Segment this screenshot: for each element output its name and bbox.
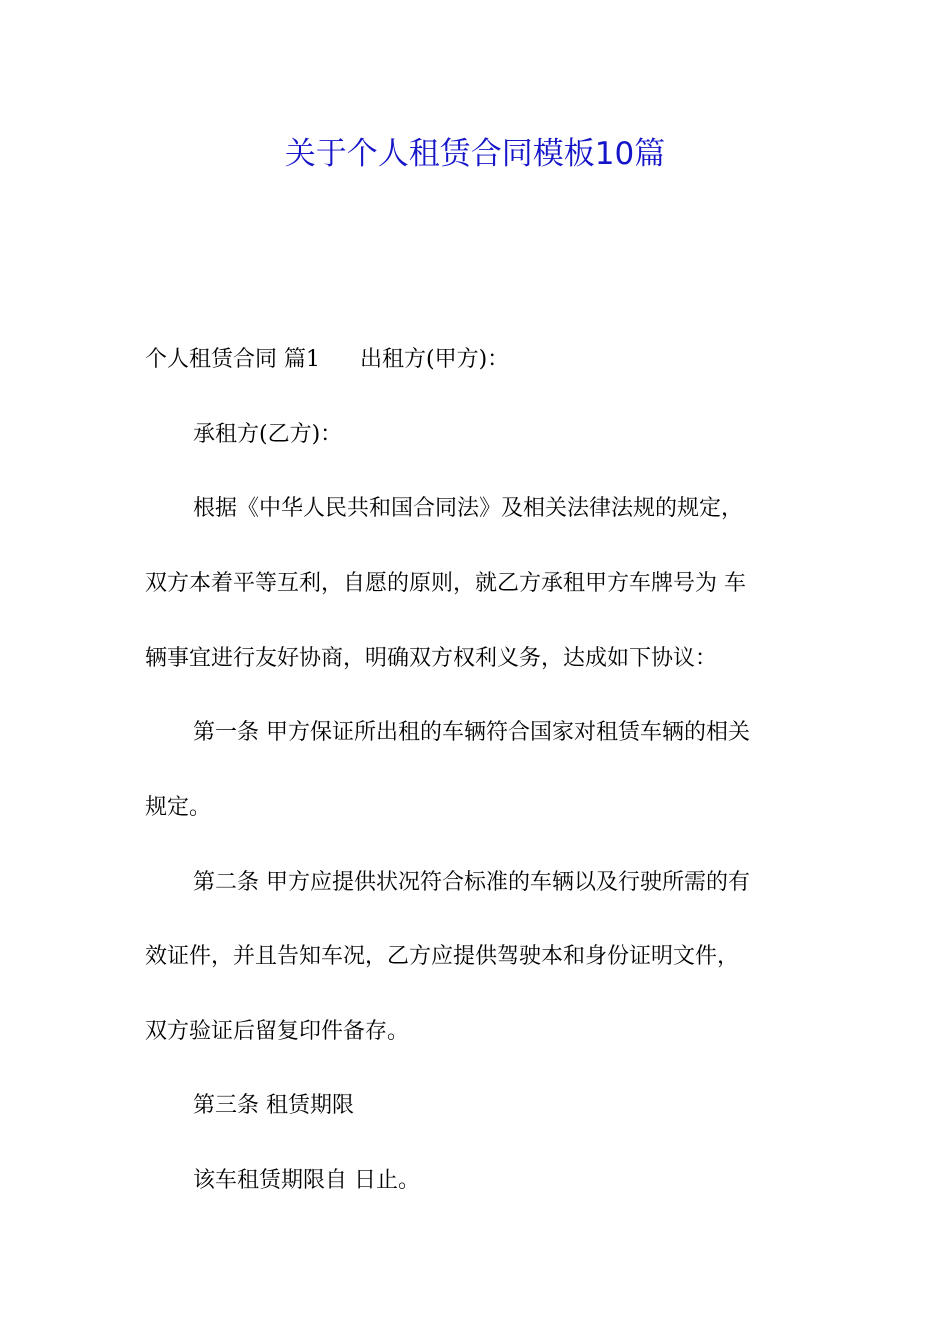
paragraph-line: 双方本着平等互利，自愿的原则，就乙方承租甲方车牌号为 车 (145, 571, 746, 596)
lessee-line: 承租方(乙方)： (193, 422, 343, 447)
article-1-line: 第一条 甲方保证所出租的车辆符合国家对租赁车辆的相关 (193, 720, 750, 745)
lease-term-line: 该车租赁期限自 日止。 (193, 1168, 420, 1193)
paragraph-line: 辆事宜进行友好协商，明确双方权利义务，达成如下协议： (145, 646, 718, 671)
section-heading: 个人租赁合同 篇1 (145, 347, 320, 372)
section-heading-line (145, 345, 815, 375)
paragraph-line: 双方验证后留复印件备存。 (145, 1019, 410, 1044)
paragraph-line: 规定。 (145, 795, 212, 820)
paragraph-line: 根据《中华人民共和国合同法》及相关法律法规的规定， (193, 496, 744, 521)
lessor-label: 出租方(甲方)： (360, 347, 510, 372)
document-title: 关于个人租赁合同模板10篇 (284, 136, 666, 172)
paragraph-line: 效证件，并且告知车况，乙方应提供驾驶本和身份证明文件， (145, 944, 740, 969)
article-2-line: 第二条 甲方应提供状况符合标准的车辆以及行驶所需的有 (193, 870, 750, 895)
article-3-heading: 第三条 租赁期限 (193, 1093, 354, 1118)
